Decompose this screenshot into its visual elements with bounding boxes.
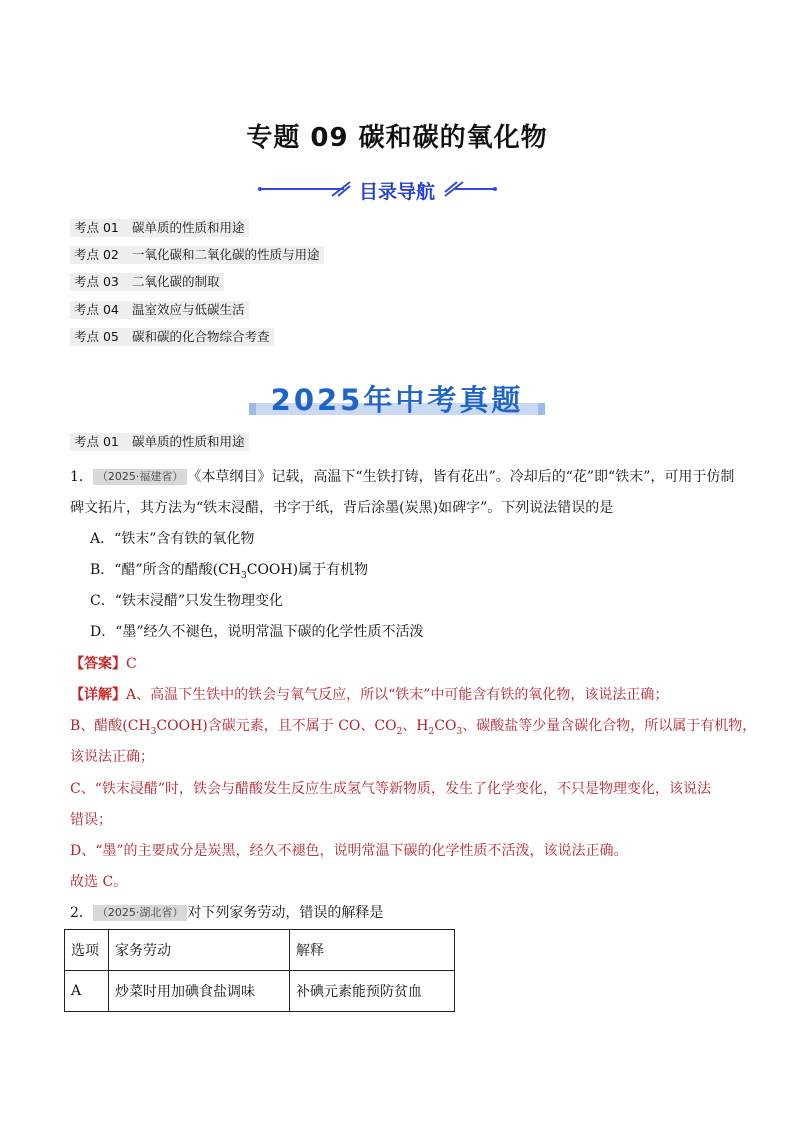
page-title: 专题 09 碳和碳的氧化物: [246, 123, 548, 153]
toc-item[interactable]: 考点 05 碳和碳的化合物综合考查: [70, 328, 274, 346]
question-1-line-2: 碑文拓片，其方法为“铁末浸醋，书字于纸，背后涂墨(炭黑)如碑字”。下列说法错误的是: [70, 500, 614, 516]
detail-b-line-2: 该说法正确；: [70, 749, 154, 765]
detail-b-line-1: B、醋酸$(CH_3COOH)$含碳元素，且不属于 CO、$CO_2$、$H_2CO_3$、碳酸盐等少量含碳化合物，所以属于有机物，: [70, 718, 757, 737]
table-row[interactable]: [65, 971, 455, 1012]
question-2-table: [64, 929, 455, 1012]
answer-line: 【答案】C: [70, 656, 137, 672]
detail-a: 【详解】A、高温下生铁中的铁会与氧气反应，所以“铁末”中可能含有铁的氧化物，该说法正确；: [70, 687, 669, 703]
table-cell: 炒菜时用加碘食盐调味: [109, 971, 290, 1012]
option-a[interactable]: A．“铁末”含有铁的氧化物: [90, 531, 255, 547]
source-tag: （2025·湖北省）: [93, 905, 188, 921]
option-b[interactable]: B．“醋”所含的醋酸$(CH_3COOH)$属于有机物: [90, 562, 369, 581]
source-tag: （2025·福建省）: [93, 469, 188, 485]
table-header-row: [65, 930, 455, 971]
toc-item[interactable]: 考点 03 二氧化碳的制取: [70, 273, 224, 291]
toc-item[interactable]: 考点 01 碳单质的性质和用途: [70, 219, 249, 237]
toc-item[interactable]: 考点 02 一氧化碳和二氧化碳的性质与用途: [70, 246, 324, 264]
table-header-cell: 选项: [65, 930, 109, 971]
detail-c-line-2: 错误；: [70, 812, 112, 828]
nav-title: 目录导航: [358, 181, 435, 203]
question-2-line-1: 2． （2025·湖北省） 对下列家务劳动，错误的解释是: [70, 905, 384, 921]
conclusion: 故选 C。: [70, 874, 128, 890]
section-banner: 2025年中考真题: [270, 383, 524, 417]
detail-d: D、“墨”的主要成分是炭黑，经久不褪色，说明常温下碳的化学性质不活泼，该说法正确。: [70, 843, 628, 859]
toc-item[interactable]: 考点 04 温室效应与低碳生活: [70, 301, 249, 319]
option-c[interactable]: C．“铁末浸醋”只发生物理变化: [90, 593, 284, 609]
section-heading: 考点 01 碳单质的性质和用途: [70, 433, 249, 451]
question-1-line-1: 1． （2025·福建省） 《本草纲目》记载，高温下“生铁打铸，皆有花出”。冷却后的“花”即“铁末”，可用于仿制: [70, 469, 735, 485]
table-header-cell: 家务劳动: [109, 930, 290, 971]
option-d[interactable]: D．“墨”经久不褪色，说明常温下碳的化学性质不活泼: [90, 624, 424, 640]
table-cell: A: [65, 971, 109, 1012]
table-header-cell: 解释: [290, 930, 455, 971]
detail-c-line-1: C、“铁末浸醋”时，铁会与醋酸发生反应生成氢气等新物质，发生了化学变化，不只是物理变化，该说法: [70, 781, 712, 797]
table-cell: 补碘元素能预防贫血: [290, 971, 455, 1012]
